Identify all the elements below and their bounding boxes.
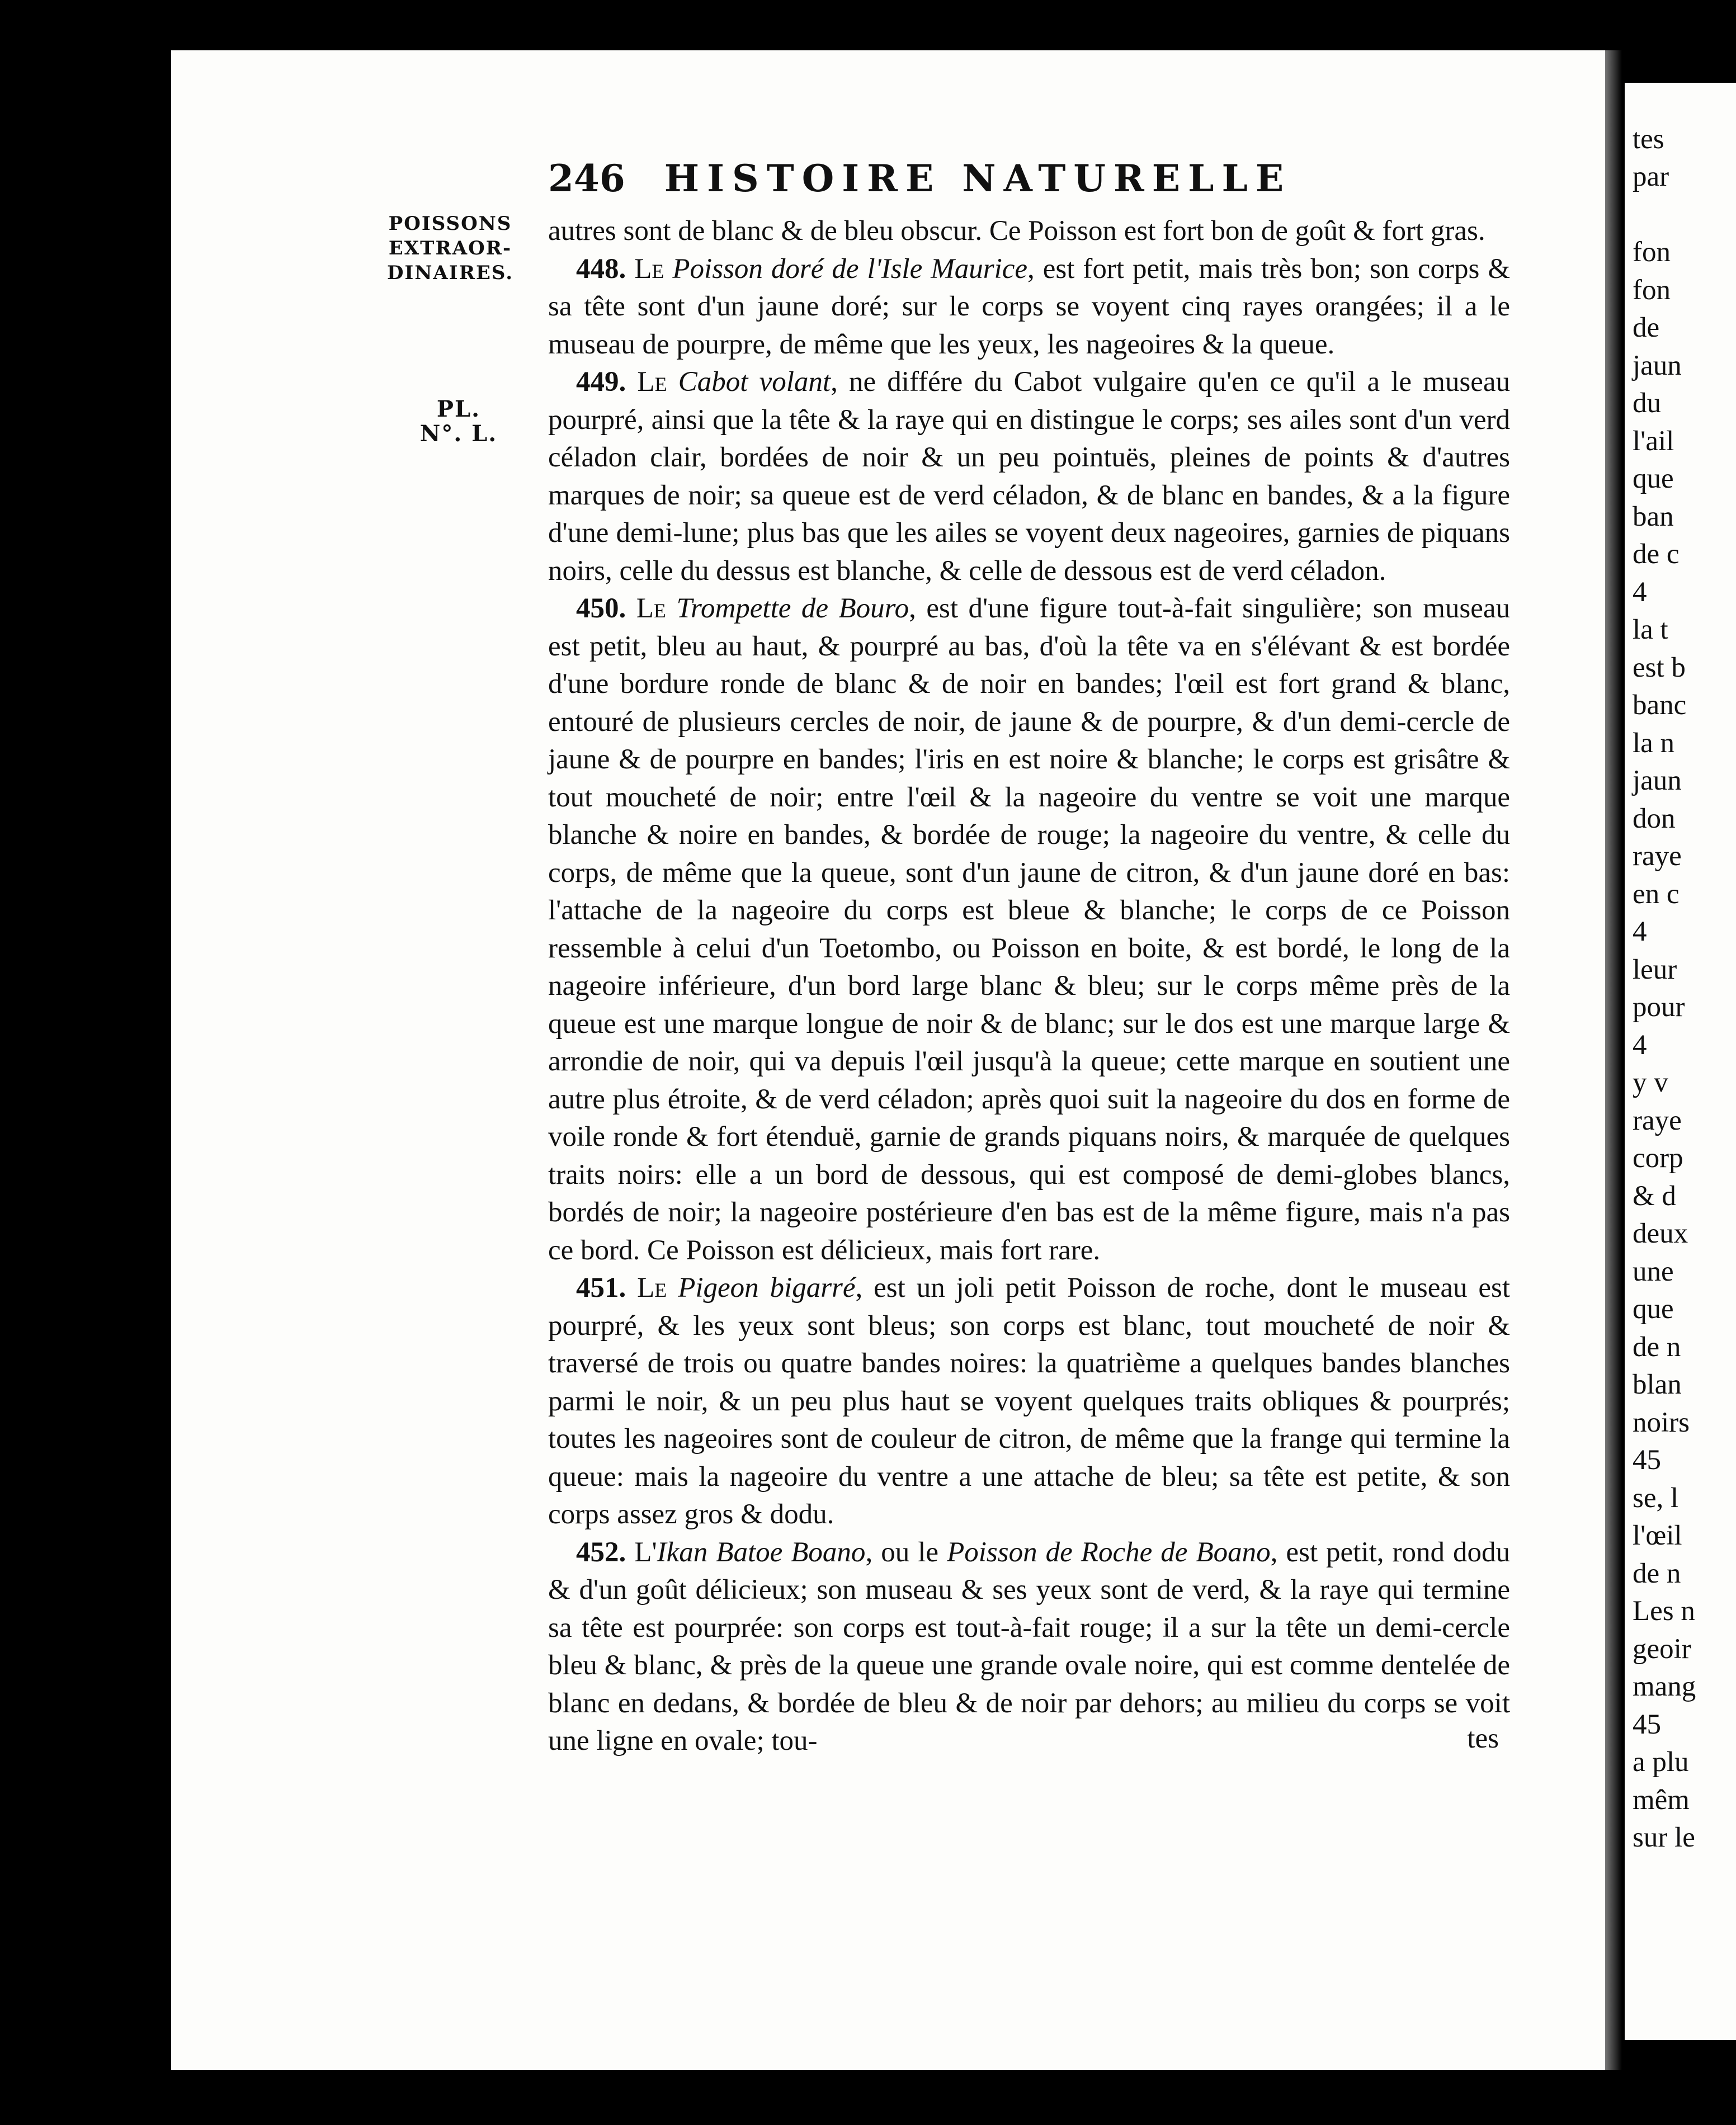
margin-note-section: POISSONS EXTRAOR-DINAIRES. xyxy=(386,212,514,284)
article: Le xyxy=(637,1272,667,1304)
facing-line: banc xyxy=(1633,690,1687,721)
facing-line: l'œil xyxy=(1633,1520,1682,1551)
facing-line: Les n xyxy=(1633,1595,1695,1627)
paragraph-text: , est fort petit, mais très bon; son corps & sa tête sont d'un jaune doré; sur le corps se voyent cinq rayes orangées; il a le museau de pourpre, de même que les yeux, les nageoires & la queue. xyxy=(548,253,1511,360)
paragraph-text: , ne différe du Cabot vulgaire qu'en ce qu'il a le museau pourpré, ainsi que la tête & la raye qui en distingue le corps; ses ailes sont d'un verd céladon clair, bordées de noir & un peu pointuës, pleines de points & d'autres marques de noir; sa queue est de verd céladon, & de blanc en bandes, & a la figure d'une demi-lune; plus bas que les ailes se voyent deux nageoires, garnies de piquans noirs, celle du dessus est blanche, & celle de dessous est de verd céladon. xyxy=(548,366,1511,587)
facing-line: fon xyxy=(1633,237,1671,268)
facing-line: jaun xyxy=(1633,765,1682,796)
facing-line: 4 xyxy=(1633,576,1647,608)
paragraph-450 xyxy=(548,590,1510,1269)
facing-line: mêm xyxy=(1633,1784,1690,1816)
catchword: tes xyxy=(1467,1723,1499,1754)
facing-line xyxy=(1633,196,1736,234)
facing-line: est b xyxy=(1633,651,1686,683)
paragraph-text: , est petit, rond dodu & d'un goût délicieux; son museau & ses yeux sont de verd, & la raye qui termine sa tête est pourprée: son corps est tout-à-fait rouge; il a sur la tête un demi-cercle bleu & blanc, & près de la queue une grande ovale noire, qui est comme dentelée de blanc en dedans, & bordée de bleu & de noir par dehors; au milieu du corps se voit une ligne en ovale; tou- xyxy=(548,1536,1511,1756)
facing-line: tes xyxy=(1633,123,1664,155)
article: L' xyxy=(634,1536,657,1568)
facing-line: en c xyxy=(1633,878,1680,910)
paragraph-number: 451. xyxy=(576,1272,626,1304)
paragraph-452 xyxy=(548,1534,1510,1760)
facing-line: la t xyxy=(1633,614,1668,645)
species-name: Cabot volant xyxy=(678,366,831,398)
facing-line: fon xyxy=(1633,274,1671,306)
connector-text: , ou le xyxy=(865,1536,947,1568)
species-name: Trompette de Bouro xyxy=(676,593,909,624)
paragraph-number: 450. xyxy=(576,593,626,624)
paragraph-text: , est un joli petit Poisson de roche, dont le museau est pourpré, & les yeux sont bleus; son corps est blanc, tout moucheté de noir & traversé de trois ou quatre bandes noires: la quatrième a quelques bandes blanches parmi le noir, & un peu plus haut se voyent quelques traits obliques & pourprés; toutes les nageoires sont de couleur de citron, de même que la frange qui termine la queue: mais la nageoire du ventre a une attache de bleu; sa tête est petite, & son corps assez gros & dodu. xyxy=(548,1272,1511,1530)
article: Le xyxy=(636,593,666,624)
facing-line: y v xyxy=(1633,1067,1668,1098)
facing-line: la n xyxy=(1633,727,1675,759)
paragraph-number: 449. xyxy=(576,366,626,398)
facing-line: don xyxy=(1633,802,1676,834)
paragraph-number: 448. xyxy=(576,253,626,285)
running-title: HISTOIRE NATURELLE xyxy=(664,157,1292,200)
facing-line: 4 xyxy=(1633,1029,1647,1061)
paragraph-text: , est d'une figure tout-à-fait singulière; son museau est petit, bleu au haut, & pourpré au bas, d'où la tête va en s'élévant & est bordée d'une bordure ronde de blanc & de noir en bandes; l'œil est fort grand & blanc, entouré de plusieurs cercles de noir, de jaune & de pourpre, & d'un demi-cercle de jaune & de pourpre en bandes; l'iris en est noire & blanche; le corps est grisâtre & tout moucheté de noir; entre l'œil & la nageoire du ventre se voit une marque blanche & noire en bandes, & bordée de rouge; la nageoire du ventre, & celle du corps, de même que la queue, sont d'un jaune de citron, & d'un jaune doré en bas: l'attache de la nageoire du corps est bleue & blanche; le corps de ce Poisson ressemble à celui d'un Toetombo, ou Poisson en boite, & est bordé, le long de la nageoire inférieure, d'un bord large blanc & bleu; sur le corps même près de la queue est une marque longue de noir & de blanc; sur le dos est une marque large & arrondie de noir, qui va depuis l'œil jusqu'à la queue; cette marque en soutient une autre plus étroite, & de verd céladon; après quoi suit la nageoire du dos en forme de voile ronde & fort étenduë, garnie de grands piquans noirs, & marquée de quelques traits noirs: elle a un bord de dessous, qui est composé de demi-globes blancs, bordés de noir; la nageoire postérieure d'en bas est de la même figure, mais n'a pas ce bord. Ce Poisson est délicieux, mais fort rare. xyxy=(548,593,1510,1266)
facing-line: de n xyxy=(1633,1557,1681,1589)
facing-line: de n xyxy=(1633,1331,1681,1363)
facing-line: 45 xyxy=(1633,1708,1661,1740)
facing-line: pour xyxy=(1633,991,1685,1023)
body-text xyxy=(548,212,1510,1760)
facing-line: mang xyxy=(1633,1671,1696,1702)
paragraph-text: autres sont de blanc & de bleu obscur. Ce Poisson est fort bon de goût & fort gras. xyxy=(548,215,1485,247)
facing-line: ban xyxy=(1633,500,1674,532)
facing-line: deux xyxy=(1633,1218,1688,1249)
facing-line: sur le xyxy=(1633,1822,1695,1853)
facing-page-text xyxy=(1625,83,1736,1857)
paragraph-number: 452. xyxy=(576,1536,626,1568)
facing-line: leur xyxy=(1633,953,1677,985)
facing-line: geoir xyxy=(1633,1633,1691,1665)
article: Le xyxy=(634,253,664,285)
facing-line: corp xyxy=(1633,1142,1683,1174)
facing-line: du xyxy=(1633,388,1661,419)
facing-line: raye xyxy=(1633,840,1682,872)
facing-line xyxy=(1633,83,1736,121)
page-gutter-shadow xyxy=(1605,50,1622,2070)
species-name: Ikan Batoe Boano xyxy=(657,1536,866,1568)
facing-line: se, l xyxy=(1633,1482,1679,1514)
facing-page-fragment xyxy=(1625,83,1736,2040)
paragraph-449 xyxy=(548,363,1510,590)
facing-line: raye xyxy=(1633,1104,1682,1136)
facing-line: noirs xyxy=(1633,1406,1690,1438)
species-name: Pigeon bigarré xyxy=(678,1272,856,1304)
paragraph-448 xyxy=(548,251,1510,364)
facing-line: de xyxy=(1633,312,1660,343)
running-head xyxy=(548,157,1342,212)
facing-line: que xyxy=(1633,1293,1674,1325)
facing-line: 4 xyxy=(1633,916,1647,947)
facing-line: que xyxy=(1633,463,1674,494)
facing-line: blan xyxy=(1633,1369,1682,1400)
facing-line: jaun xyxy=(1633,350,1682,381)
page-number: 246 xyxy=(548,157,625,200)
facing-line: par xyxy=(1633,161,1669,192)
paragraph-451 xyxy=(548,1269,1510,1534)
article: Le xyxy=(637,366,667,398)
species-alt-name: Poisson de Roche de Boano xyxy=(947,1536,1271,1568)
facing-line: une xyxy=(1633,1255,1674,1287)
facing-line: de c xyxy=(1633,539,1680,570)
facing-line: l'ail xyxy=(1633,425,1674,457)
facing-line: & d xyxy=(1633,1180,1676,1212)
facing-line: 45 xyxy=(1633,1444,1661,1476)
facing-line: a plu xyxy=(1633,1746,1689,1778)
margin-note-plate: PL. N°. L. xyxy=(419,396,498,447)
species-name: Poisson doré de l'Isle Maurice xyxy=(672,253,1028,285)
paragraph-continuation xyxy=(548,212,1510,251)
